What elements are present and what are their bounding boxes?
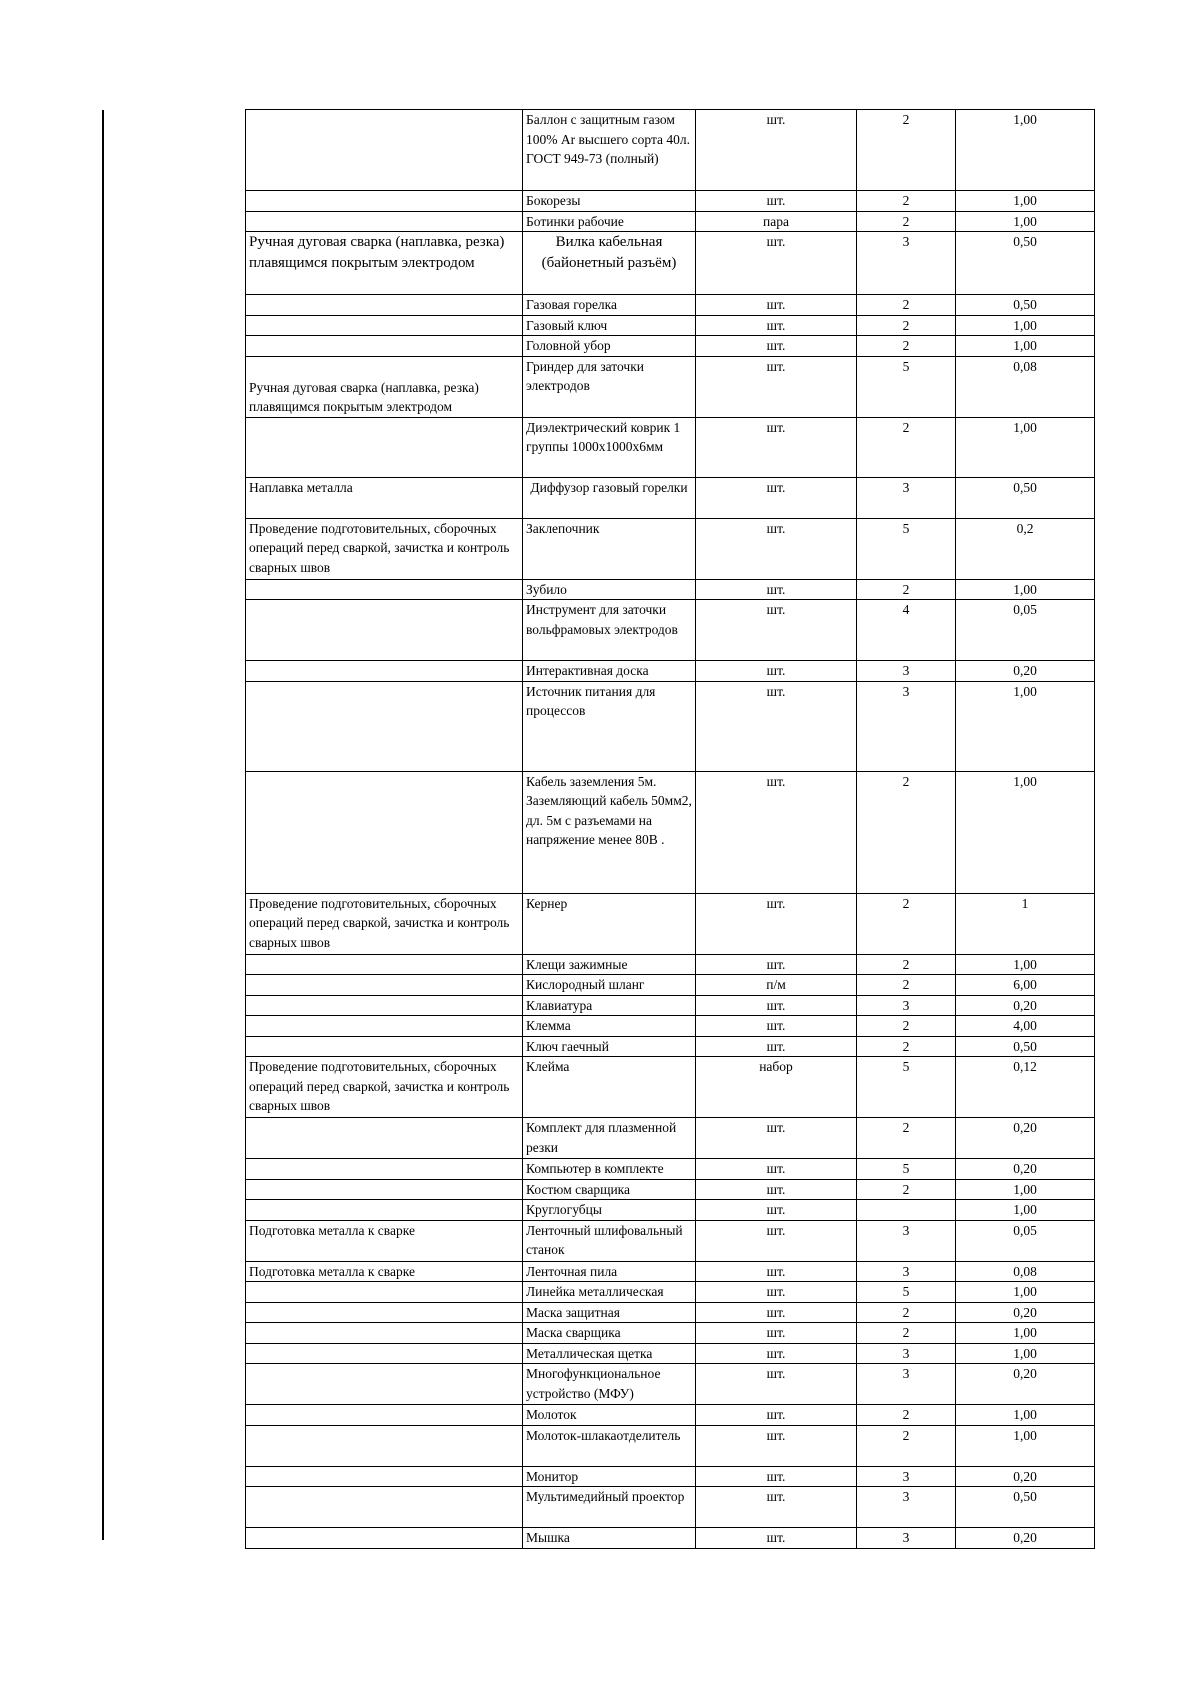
- coefficient-cell: 1,00: [956, 1343, 1095, 1364]
- quantity-cell: 3: [857, 1343, 956, 1364]
- item-name-cell: Ботинки рабочие: [523, 211, 696, 232]
- coefficient-cell: 0,05: [956, 600, 1095, 661]
- table-row: [246, 356, 1095, 417]
- table-row: [246, 600, 1095, 661]
- activity-cell: [246, 191, 523, 212]
- quantity-cell: 2: [857, 336, 956, 357]
- quantity-cell: 3: [857, 1220, 956, 1261]
- coefficient-cell: 1,00: [956, 110, 1095, 191]
- activity-cell: Проведение подготовительных, сборочных операций перед сваркой, зачистка и контроль сварных швов: [246, 893, 523, 954]
- item-name-cell: Металлическая щетка: [523, 1343, 696, 1364]
- table-row: [246, 893, 1095, 954]
- unit-cell: шт.: [696, 1302, 857, 1323]
- item-name-cell: Компьютер в комплекте: [523, 1159, 696, 1180]
- unit-cell: п/м: [696, 975, 857, 996]
- coefficient-cell: 0,20: [956, 1364, 1095, 1405]
- table-row: [246, 681, 1095, 771]
- item-name-cell: Кислородный шланг: [523, 975, 696, 996]
- item-name-cell: Ленточная пила: [523, 1261, 696, 1282]
- quantity-cell: 2: [857, 1405, 956, 1426]
- quantity-cell: 3: [857, 1528, 956, 1549]
- activity-cell: [246, 1159, 523, 1180]
- item-name-cell: Круглогубцы: [523, 1200, 696, 1221]
- item-name-cell: Клейма: [523, 1057, 696, 1118]
- table-row: [246, 1179, 1095, 1200]
- unit-cell: шт.: [696, 336, 857, 357]
- item-name-cell: Головной убор: [523, 336, 696, 357]
- table-row: [246, 579, 1095, 600]
- activity-cell: [246, 1487, 523, 1528]
- item-name-cell: Клемма: [523, 1016, 696, 1037]
- unit-cell: шт.: [696, 1261, 857, 1282]
- table-row: [246, 518, 1095, 579]
- table-row: [246, 211, 1095, 232]
- coefficient-cell: 4,00: [956, 1016, 1095, 1037]
- coefficient-cell: 0,50: [956, 295, 1095, 316]
- unit-cell: шт.: [696, 771, 857, 893]
- quantity-cell: 2: [857, 954, 956, 975]
- activity-cell: [246, 1302, 523, 1323]
- item-name-cell: Маска сварщика: [523, 1323, 696, 1344]
- coefficient-cell: 1,00: [956, 1200, 1095, 1221]
- unit-cell: шт.: [696, 477, 857, 518]
- quantity-cell: 2: [857, 1118, 956, 1159]
- activity-cell: [246, 211, 523, 232]
- unit-cell: шт.: [696, 295, 857, 316]
- table-row: [246, 110, 1095, 191]
- unit-cell: шт.: [696, 1487, 857, 1528]
- quantity-cell: 2: [857, 1425, 956, 1466]
- quantity-cell: 3: [857, 1261, 956, 1282]
- quantity-cell: 2: [857, 191, 956, 212]
- table-row: [246, 1261, 1095, 1282]
- activity-cell: [246, 975, 523, 996]
- unit-cell: шт.: [696, 954, 857, 975]
- item-name-cell: Баллон с защитным газом 100% Ar высшего сорта 40л. ГОСТ 949-73 (полный): [523, 110, 696, 191]
- coefficient-cell: 0,50: [956, 1036, 1095, 1057]
- unit-cell: шт.: [696, 110, 857, 191]
- coefficient-cell: 0,20: [956, 1159, 1095, 1180]
- activity-cell: [246, 661, 523, 682]
- activity-cell: [246, 1200, 523, 1221]
- item-name-cell: Ключ гаечный: [523, 1036, 696, 1057]
- unit-cell: шт.: [696, 1364, 857, 1405]
- unit-cell: шт.: [696, 1200, 857, 1221]
- activity-cell: [246, 315, 523, 336]
- coefficient-cell: 1,00: [956, 1425, 1095, 1466]
- equipment-table: [245, 109, 1095, 1549]
- table-row: [246, 1364, 1095, 1405]
- quantity-cell: 3: [857, 1487, 956, 1528]
- unit-cell: шт.: [696, 1405, 857, 1426]
- coefficient-cell: 1,00: [956, 1179, 1095, 1200]
- coefficient-cell: 0,08: [956, 1261, 1095, 1282]
- quantity-cell: 3: [857, 1364, 956, 1405]
- item-name-cell: Источник питания для процессов: [523, 681, 696, 771]
- quantity-cell: 2: [857, 579, 956, 600]
- quantity-cell: 5: [857, 1282, 956, 1303]
- item-name-cell: Костюм сварщика: [523, 1179, 696, 1200]
- unit-cell: набор: [696, 1057, 857, 1118]
- coefficient-cell: 0,20: [956, 1118, 1095, 1159]
- activity-cell: [246, 600, 523, 661]
- unit-cell: шт.: [696, 1343, 857, 1364]
- activity-cell: [246, 1364, 523, 1405]
- unit-cell: шт.: [696, 315, 857, 336]
- coefficient-cell: 0,08: [956, 356, 1095, 417]
- activity-cell: [246, 1528, 523, 1549]
- coefficient-cell: 1,00: [956, 771, 1095, 893]
- quantity-cell: 2: [857, 417, 956, 477]
- item-name-cell: Мультимедийный проектор: [523, 1487, 696, 1528]
- coefficient-cell: 1,00: [956, 315, 1095, 336]
- unit-cell: шт.: [696, 1323, 857, 1344]
- coefficient-cell: 1,00: [956, 211, 1095, 232]
- item-name-cell: Газовый ключ: [523, 315, 696, 336]
- item-name-cell: Кабель заземления 5м. Заземляющий кабель 50мм2, дл. 5м с разъемами на напряжение менее 80В .: [523, 771, 696, 893]
- table-row: [246, 315, 1095, 336]
- unit-cell: шт.: [696, 995, 857, 1016]
- item-name-cell: Комплект для плазменной резки: [523, 1118, 696, 1159]
- unit-cell: шт.: [696, 1016, 857, 1037]
- unit-cell: шт.: [696, 1528, 857, 1549]
- unit-cell: шт.: [696, 1220, 857, 1261]
- unit-cell: шт.: [696, 1179, 857, 1200]
- coefficient-cell: 1,00: [956, 1405, 1095, 1426]
- unit-cell: шт.: [696, 191, 857, 212]
- activity-cell: [246, 995, 523, 1016]
- activity-cell: [246, 1425, 523, 1466]
- coefficient-cell: 0,20: [956, 995, 1095, 1016]
- table-row: [246, 336, 1095, 357]
- item-name-cell: Монитор: [523, 1466, 696, 1487]
- quantity-cell: 2: [857, 1036, 956, 1057]
- coefficient-cell: 0,20: [956, 1528, 1095, 1549]
- coefficient-cell: 0,50: [956, 1487, 1095, 1528]
- item-name-cell: Ленточный шлифовальный станок: [523, 1220, 696, 1261]
- item-name-cell: Заклепочник: [523, 518, 696, 579]
- unit-cell: шт.: [696, 1282, 857, 1303]
- activity-cell: [246, 1118, 523, 1159]
- table-row: [246, 1200, 1095, 1221]
- table-row: [246, 295, 1095, 316]
- quantity-cell: 2: [857, 1323, 956, 1344]
- coefficient-cell: 1,00: [956, 417, 1095, 477]
- coefficient-cell: 0,20: [956, 1466, 1095, 1487]
- unit-cell: шт.: [696, 1466, 857, 1487]
- quantity-cell: 5: [857, 1159, 956, 1180]
- quantity-cell: 5: [857, 518, 956, 579]
- activity-cell: [246, 110, 523, 191]
- activity-cell: [246, 579, 523, 600]
- table-row: [246, 1343, 1095, 1364]
- activity-cell: [246, 1466, 523, 1487]
- activity-cell: Проведение подготовительных, сборочных операций перед сваркой, зачистка и контроль сварных швов: [246, 1057, 523, 1118]
- coefficient-cell: 1,00: [956, 191, 1095, 212]
- activity-cell: [246, 1323, 523, 1344]
- table-row: [246, 232, 1095, 295]
- item-name-cell: Многофункциональное устройство (МФУ): [523, 1364, 696, 1405]
- quantity-cell: 2: [857, 110, 956, 191]
- table-row: [246, 954, 1095, 975]
- table-row: [246, 771, 1095, 893]
- activity-cell: [246, 1282, 523, 1303]
- coefficient-cell: 1: [956, 893, 1095, 954]
- table-row: [246, 995, 1095, 1016]
- coefficient-cell: 1,00: [956, 336, 1095, 357]
- table-row: [246, 1528, 1095, 1549]
- table-row: [246, 1425, 1095, 1466]
- activity-cell: [246, 1405, 523, 1426]
- table-row: [246, 1220, 1095, 1261]
- coefficient-cell: 1,00: [956, 579, 1095, 600]
- coefficient-cell: 0,05: [956, 1220, 1095, 1261]
- unit-cell: шт.: [696, 1118, 857, 1159]
- quantity-cell: 2: [857, 771, 956, 893]
- item-name-cell: Клавиатура: [523, 995, 696, 1016]
- quantity-cell: 5: [857, 356, 956, 417]
- item-name-cell: Гриндер для заточки электродов: [523, 356, 696, 417]
- coefficient-cell: 0,12: [956, 1057, 1095, 1118]
- item-name-cell: Кернер: [523, 893, 696, 954]
- table-row: [246, 1057, 1095, 1118]
- activity-cell: [246, 295, 523, 316]
- item-name-cell: Мышка: [523, 1528, 696, 1549]
- table-row: [246, 661, 1095, 682]
- table-row: [246, 1159, 1095, 1180]
- quantity-cell: 3: [857, 995, 956, 1016]
- quantity-cell: 5: [857, 1057, 956, 1118]
- item-name-cell: Диэлектрический коврик 1 группы 1000х1000х6мм: [523, 417, 696, 477]
- table-row: [246, 191, 1095, 212]
- table-row: [246, 1118, 1095, 1159]
- quantity-cell: 2: [857, 975, 956, 996]
- quantity-cell: 3: [857, 681, 956, 771]
- table-row: [246, 975, 1095, 996]
- activity-cell: [246, 336, 523, 357]
- quantity-cell: 2: [857, 1016, 956, 1037]
- item-name-cell: Газовая горелка: [523, 295, 696, 316]
- activity-cell: [246, 1016, 523, 1037]
- quantity-cell: 3: [857, 1466, 956, 1487]
- activity-cell: Подготовка металла к сварке: [246, 1261, 523, 1282]
- unit-cell: шт.: [696, 1159, 857, 1180]
- coefficient-cell: 1,00: [956, 954, 1095, 975]
- coefficient-cell: 0,20: [956, 1302, 1095, 1323]
- activity-cell: Проведение подготовительных, сборочных операций перед сваркой, зачистка и контроль сварных швов: [246, 518, 523, 579]
- activity-cell: Ручная дуговая сварка (наплавка, резка) плавящимся покрытым электродом: [246, 232, 523, 295]
- item-name-cell: Инструмент для заточки вольфрамовых электродов: [523, 600, 696, 661]
- activity-cell: [246, 771, 523, 893]
- table-row: [246, 1405, 1095, 1426]
- unit-cell: шт.: [696, 579, 857, 600]
- table-row: [246, 477, 1095, 518]
- quantity-cell: 3: [857, 232, 956, 295]
- quantity-cell: 3: [857, 661, 956, 682]
- activity-cell: Подготовка металла к сварке: [246, 1220, 523, 1261]
- activity-cell: [246, 417, 523, 477]
- coefficient-cell: 6,00: [956, 975, 1095, 996]
- table-row: [246, 1323, 1095, 1344]
- quantity-cell: 2: [857, 1179, 956, 1200]
- quantity-cell: 2: [857, 315, 956, 336]
- unit-cell: шт.: [696, 661, 857, 682]
- unit-cell: шт.: [696, 1425, 857, 1466]
- coefficient-cell: 1,00: [956, 681, 1095, 771]
- unit-cell: шт.: [696, 417, 857, 477]
- unit-cell: шт.: [696, 232, 857, 295]
- quantity-cell: 4: [857, 600, 956, 661]
- item-name-cell: Вилка кабельная (байонетный разъём): [523, 232, 696, 295]
- table-row: [246, 417, 1095, 477]
- item-name-cell: Линейка металлическая: [523, 1282, 696, 1303]
- item-name-cell: Молоток-шлакаотделитель: [523, 1425, 696, 1466]
- table-row: [246, 1016, 1095, 1037]
- activity-cell: [246, 1343, 523, 1364]
- activity-cell: [246, 1179, 523, 1200]
- item-name-cell: Бокорезы: [523, 191, 696, 212]
- activity-cell: Ручная дуговая сварка (наплавка, резка) плавящимся покрытым электродом: [246, 356, 523, 417]
- quantity-cell: 2: [857, 211, 956, 232]
- quantity-cell: 2: [857, 893, 956, 954]
- unit-cell: пара: [696, 211, 857, 232]
- unit-cell: шт.: [696, 681, 857, 771]
- activity-cell: [246, 681, 523, 771]
- activity-cell: [246, 954, 523, 975]
- unit-cell: шт.: [696, 893, 857, 954]
- unit-cell: шт.: [696, 600, 857, 661]
- table-row: [246, 1036, 1095, 1057]
- unit-cell: шт.: [696, 356, 857, 417]
- table-row: [246, 1282, 1095, 1303]
- item-name-cell: Молоток: [523, 1405, 696, 1426]
- table-row: [246, 1487, 1095, 1528]
- item-name-cell: Маска защитная: [523, 1302, 696, 1323]
- coefficient-cell: 0,2: [956, 518, 1095, 579]
- coefficient-cell: 0,50: [956, 232, 1095, 295]
- quantity-cell: 3: [857, 477, 956, 518]
- table-row: [246, 1302, 1095, 1323]
- table-row: [246, 1466, 1095, 1487]
- activity-cell: [246, 1036, 523, 1057]
- quantity-cell: [857, 1200, 956, 1221]
- coefficient-cell: 1,00: [956, 1323, 1095, 1344]
- item-name-cell: Клещи зажимные: [523, 954, 696, 975]
- item-name-cell: Диффузор газовый горелки: [523, 477, 696, 518]
- coefficient-cell: 1,00: [956, 1282, 1095, 1303]
- coefficient-cell: 0,20: [956, 661, 1095, 682]
- item-name-cell: Интерактивная доска: [523, 661, 696, 682]
- quantity-cell: 2: [857, 295, 956, 316]
- coefficient-cell: 0,50: [956, 477, 1095, 518]
- left-margin-line: [102, 110, 104, 1540]
- activity-cell: Наплавка металла: [246, 477, 523, 518]
- unit-cell: шт.: [696, 1036, 857, 1057]
- item-name-cell: Зубило: [523, 579, 696, 600]
- unit-cell: шт.: [696, 518, 857, 579]
- quantity-cell: 2: [857, 1302, 956, 1323]
